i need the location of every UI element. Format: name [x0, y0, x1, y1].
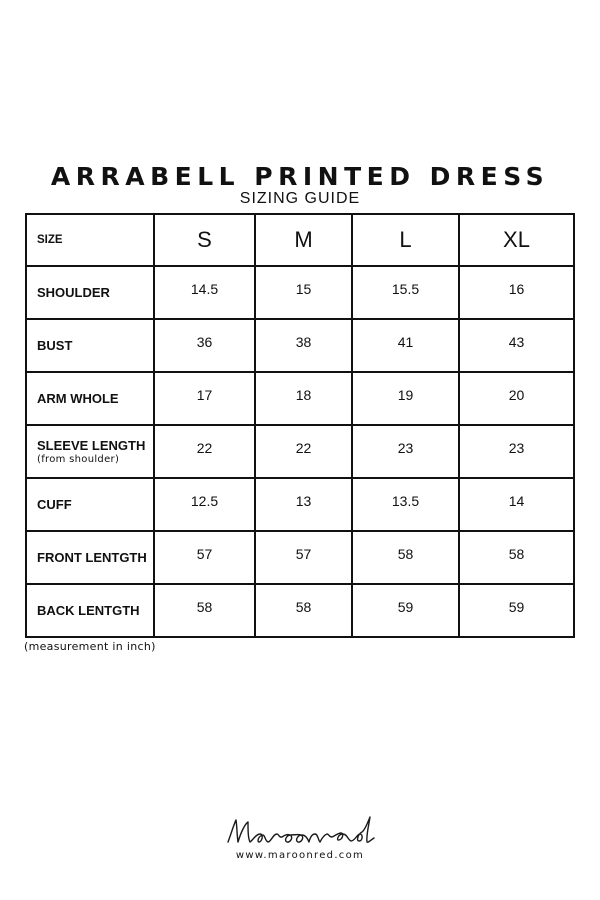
table-cell: 59	[352, 584, 459, 637]
row-label	[26, 372, 154, 425]
row-label	[26, 531, 154, 584]
table-cell: 14	[459, 478, 574, 531]
row-label	[26, 425, 154, 478]
size-header-m: M	[255, 214, 352, 266]
table-cell: 43	[459, 319, 574, 372]
table-cell: 22	[154, 425, 255, 478]
table-cell: 58	[255, 584, 352, 637]
size-header-s: S	[154, 214, 255, 266]
table-cell: 59	[459, 584, 574, 637]
sizing-table	[25, 213, 575, 638]
row-label-text: BUST	[37, 338, 73, 353]
table-cell: 17	[154, 372, 255, 425]
table-cell: 38	[255, 319, 352, 372]
table-cell: 13	[255, 478, 352, 531]
table-cell: 16	[459, 266, 574, 319]
table-row	[26, 372, 574, 425]
row-label-text: BACK LENTGTH	[37, 603, 140, 618]
table-cell: 15	[255, 266, 352, 319]
row-label-text: CUFF	[37, 497, 72, 512]
table-cell: 36	[154, 319, 255, 372]
size-header-l: L	[352, 214, 459, 266]
table-cell: 58	[352, 531, 459, 584]
row-label	[26, 266, 154, 319]
table-row	[26, 584, 574, 637]
table-row	[26, 478, 574, 531]
table-cell: 22	[255, 425, 352, 478]
table-cell: 13.5	[352, 478, 459, 531]
table-row	[26, 531, 574, 584]
table-cell: 12.5	[154, 478, 255, 531]
page-subtitle: SIZING GUIDE	[239, 190, 361, 207]
table-row	[26, 319, 574, 372]
measurement-note: (measurement in inch)	[24, 640, 156, 653]
row-label	[26, 478, 154, 531]
table-row	[26, 266, 574, 319]
row-label-text: FRONT LENTGTH	[37, 550, 147, 565]
table-cell: 23	[352, 425, 459, 478]
row-label	[26, 584, 154, 637]
table-cell: 18	[255, 372, 352, 425]
table-cell: 14.5	[154, 266, 255, 319]
row-label-text: SLEEVE LENGTH	[37, 437, 146, 453]
table-cell: 15.5	[352, 266, 459, 319]
page-title: ARRABELL PRINTED DRESS	[50, 162, 550, 191]
row-label	[26, 319, 154, 372]
table-header-row	[26, 214, 574, 266]
size-header-xl: XL	[459, 214, 574, 266]
table-cell: 57	[255, 531, 352, 584]
row-label-text: SHOULDER	[37, 285, 110, 300]
table-row	[26, 425, 574, 478]
row-sublabel: (from shoulder)	[37, 453, 120, 465]
table-cell: 41	[352, 319, 459, 372]
table-cell: 58	[154, 584, 255, 637]
size-header-label: SIZE	[26, 214, 154, 266]
table-cell: 19	[352, 372, 459, 425]
table-cell: 20	[459, 372, 574, 425]
table-cell: 23	[459, 425, 574, 478]
row-label-text: ARM WHOLE	[37, 391, 119, 406]
brand-url: www.maroonred.com	[235, 850, 365, 861]
table-cell: 58	[459, 531, 574, 584]
table-cell: 57	[154, 531, 255, 584]
